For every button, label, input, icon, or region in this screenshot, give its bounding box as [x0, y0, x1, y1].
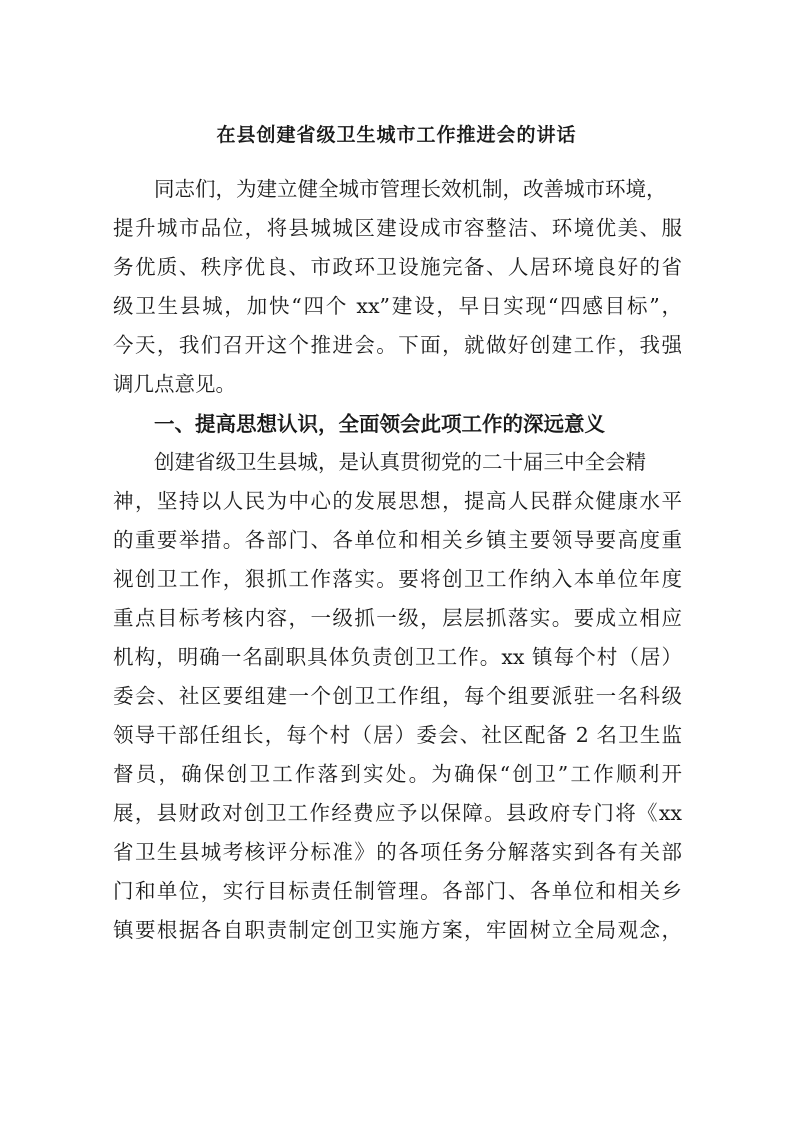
paragraph-line: 省卫生县城考核评分标准》的各项任务分解落实到各有关部	[113, 840, 682, 864]
paragraph-line: 务优质、秩序优良、市政环卫设施完备、人居环境良好的省	[113, 255, 682, 279]
paragraph-line: 的重要举措。各部门、各单位和相关乡镇主要领导要高度重	[113, 528, 682, 552]
paragraph-line: 重点目标考核内容，一级抓一级，层层抓落实。要成立相应	[113, 606, 682, 630]
paragraph-line: 提升城市品位，将县城城区建设成市容整洁、环境优美、服	[113, 216, 682, 240]
paragraph-line: 级卫生县城，加快“四个 xx”建设，早日实现“四感目标”，	[113, 294, 682, 318]
paragraph-line: 机构，明确一名副职具体负责创卫工作。xx 镇每个村（居）	[113, 645, 682, 669]
paragraph-line: 镇要根据各自职责制定创卫实施方案，牢固树立全局观念，	[113, 918, 682, 942]
paragraph-line: 神，坚持以人民为中心的发展思想，提高人民群众健康水平	[113, 489, 682, 513]
paragraph-line: 委会、社区要组建一个创卫工作组，每个组要派驻一名科级	[113, 684, 682, 708]
paragraph-line: 视创卫工作，狠抓工作落实。要将创卫工作纳入本单位年度	[113, 567, 682, 591]
paragraph-line: 同志们，为建立健全城市管理长效机制，改善城市环境，	[154, 177, 667, 201]
section-heading: 一、提高思想认识，全面领会此项工作的深远意义	[154, 412, 605, 436]
paragraph-line: 督员，确保创卫工作落到实处。为确保“创卫”工作顺利开	[113, 762, 682, 786]
document-title: 在县创建省级卫生城市工作推进会的讲话	[216, 124, 577, 146]
paragraph-line: 领导干部任组长，每个村（居）委会、社区配备 2 名卫生监	[113, 723, 682, 747]
paragraph-line: 调几点意见。	[113, 372, 236, 396]
paragraph-line: 创建省级卫生县城，是认真贯彻党的二十届三中全会精	[154, 450, 646, 474]
paragraph-line: 门和单位，实行目标责任制管理。各部门、各单位和相关乡	[113, 879, 682, 903]
paragraph-line: 展，县财政对创卫工作经费应予以保障。县政府专门将《xx	[113, 801, 682, 825]
paragraph-line: 今天，我们召开这个推进会。下面，就做好创建工作，我强	[113, 333, 682, 357]
